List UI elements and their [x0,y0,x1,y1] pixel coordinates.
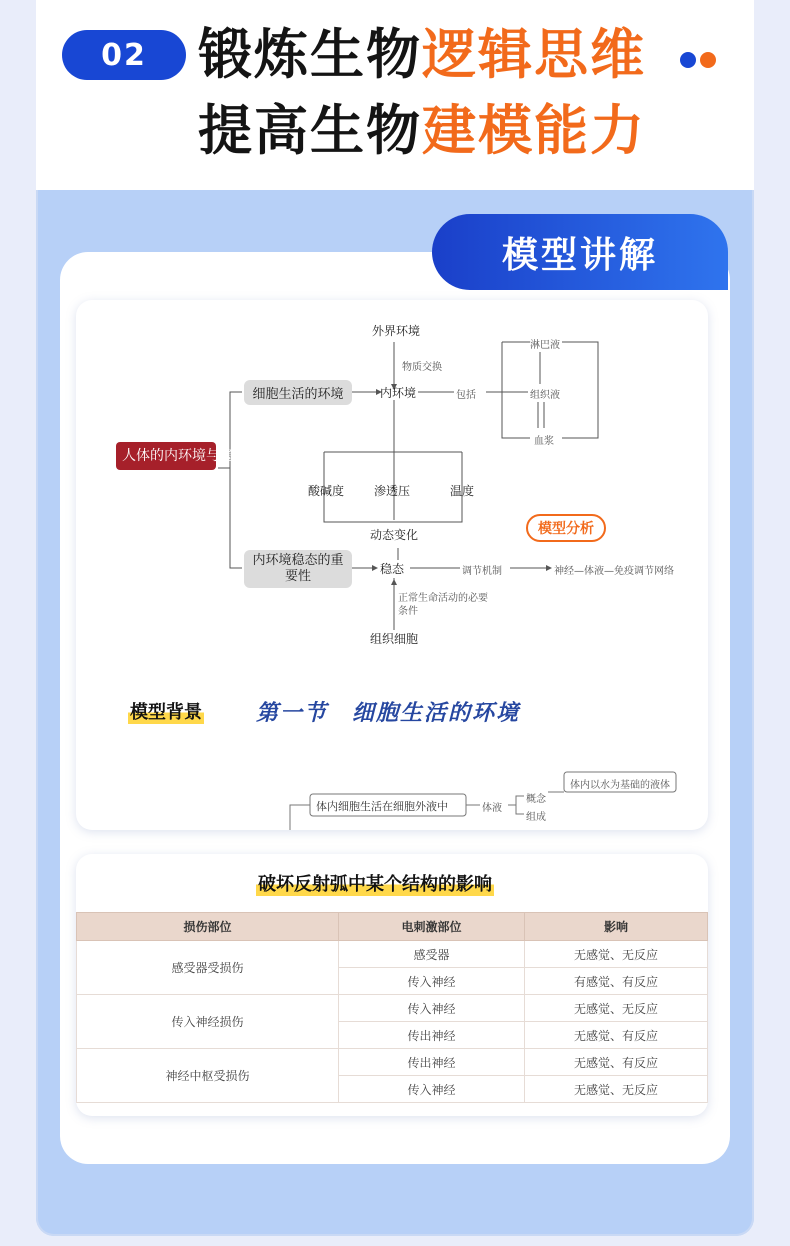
model-explanation-tab: 模型讲解 [432,214,728,290]
necessary-condition-label: 正常生命活动的必要条件 [398,593,488,617]
effect-cell: 无感觉、有反应 [525,1049,708,1076]
table-title: 破坏反射弧中某个结构的影响 [256,870,494,896]
mini-node-body-fluid: 体液 [482,803,502,814]
ph-label: 酸碱度 [308,484,345,498]
mini-node-extracellular: 体内细胞生活在细胞外液中 [316,800,448,813]
steady-state-label: 稳态 [380,562,405,576]
mini-node-concept: 概念 [526,794,546,805]
mini-node-composition: 组成 [526,812,546,823]
temperature-label: 温度 [450,484,475,498]
header-section [36,0,754,190]
table-panel [76,854,708,1116]
headline-line-1 [198,23,646,86]
table-row [77,1049,708,1076]
blue-dot-icon [680,52,696,68]
table-header: 电刺激部位 [339,913,525,941]
includes-label: 包括 [456,390,476,401]
stimulus-site-cell: 传入神经 [339,995,525,1022]
effect-cell: 无感觉、无反应 [525,941,708,968]
branch-cell-environment: 细胞生活的环境 [244,380,352,405]
osmotic-pressure-label: 渗透压 [374,484,411,498]
table-header: 影响 [525,913,708,941]
stimulus-site-cell: 传出神经 [339,1049,525,1076]
table-header: 损伤部位 [77,913,339,941]
injury-site-cell: 传入神经损伤 [77,995,339,1049]
effect-cell: 无感觉、无反应 [525,995,708,1022]
effect-cell: 无感觉、有反应 [525,1022,708,1049]
root-node: 人体的内环境与稳态 [116,442,216,470]
outer-environment-label: 外界环境 [372,324,421,338]
effect-cell: 无感觉、无反应 [525,1076,708,1103]
tissue-fluid-label: 组织液 [530,390,560,401]
model-background-label: 模型背景 [128,698,204,724]
reflex-arc-table [76,912,708,1103]
stimulus-site-cell: 传入神经 [339,968,525,995]
headline-1-orange: 逻辑思维 [422,23,646,86]
regulation-network-label: 神经—体液—免疫调节网络 [554,566,674,577]
decorative-dots [680,52,716,68]
material-exchange-label: 物质交换 [402,362,442,373]
orange-dot-icon [700,52,716,68]
mini-node-water-fluid: 体内以水为基础的液体 [570,780,670,791]
headline-line-2 [198,99,646,162]
mindmap-panel [76,300,708,830]
stimulus-site-cell: 传出神经 [339,1022,525,1049]
table-row [77,995,708,1022]
table-row [77,941,708,968]
stimulus-site-cell: 传入神经 [339,1076,525,1103]
lymph-label: 淋巴液 [530,340,560,351]
injury-site-cell: 感受器受损伤 [77,941,339,995]
table-header-row [77,913,708,941]
headline-1-dark: 锻炼生物 [198,23,422,86]
stimulus-site-cell: 感受器 [339,941,525,968]
section-number-badge: 02 [62,30,186,80]
inner-environment-label: 内环境 [380,386,417,400]
tissue-cells-label: 组织细胞 [370,632,419,646]
headline-2-orange: 建模能力 [422,99,646,162]
branch-homeostasis-importance: 内环境稳态的重要性 [244,550,352,588]
effect-cell: 有感觉、有反应 [525,968,708,995]
mini-map-connectors [76,300,708,830]
section-title: 第一节 细胞生活的环境 [256,700,521,726]
regulation-mechanism-label: 调节机制 [462,566,502,577]
plasma-label: 血浆 [534,436,554,447]
headline-2-dark: 提高生物 [198,99,422,162]
model-analysis-badge: 模型分析 [526,514,606,542]
content-frame [36,0,754,1236]
injury-site-cell: 神经中枢受损伤 [77,1049,339,1103]
dynamic-change-label: 动态变化 [370,528,419,542]
